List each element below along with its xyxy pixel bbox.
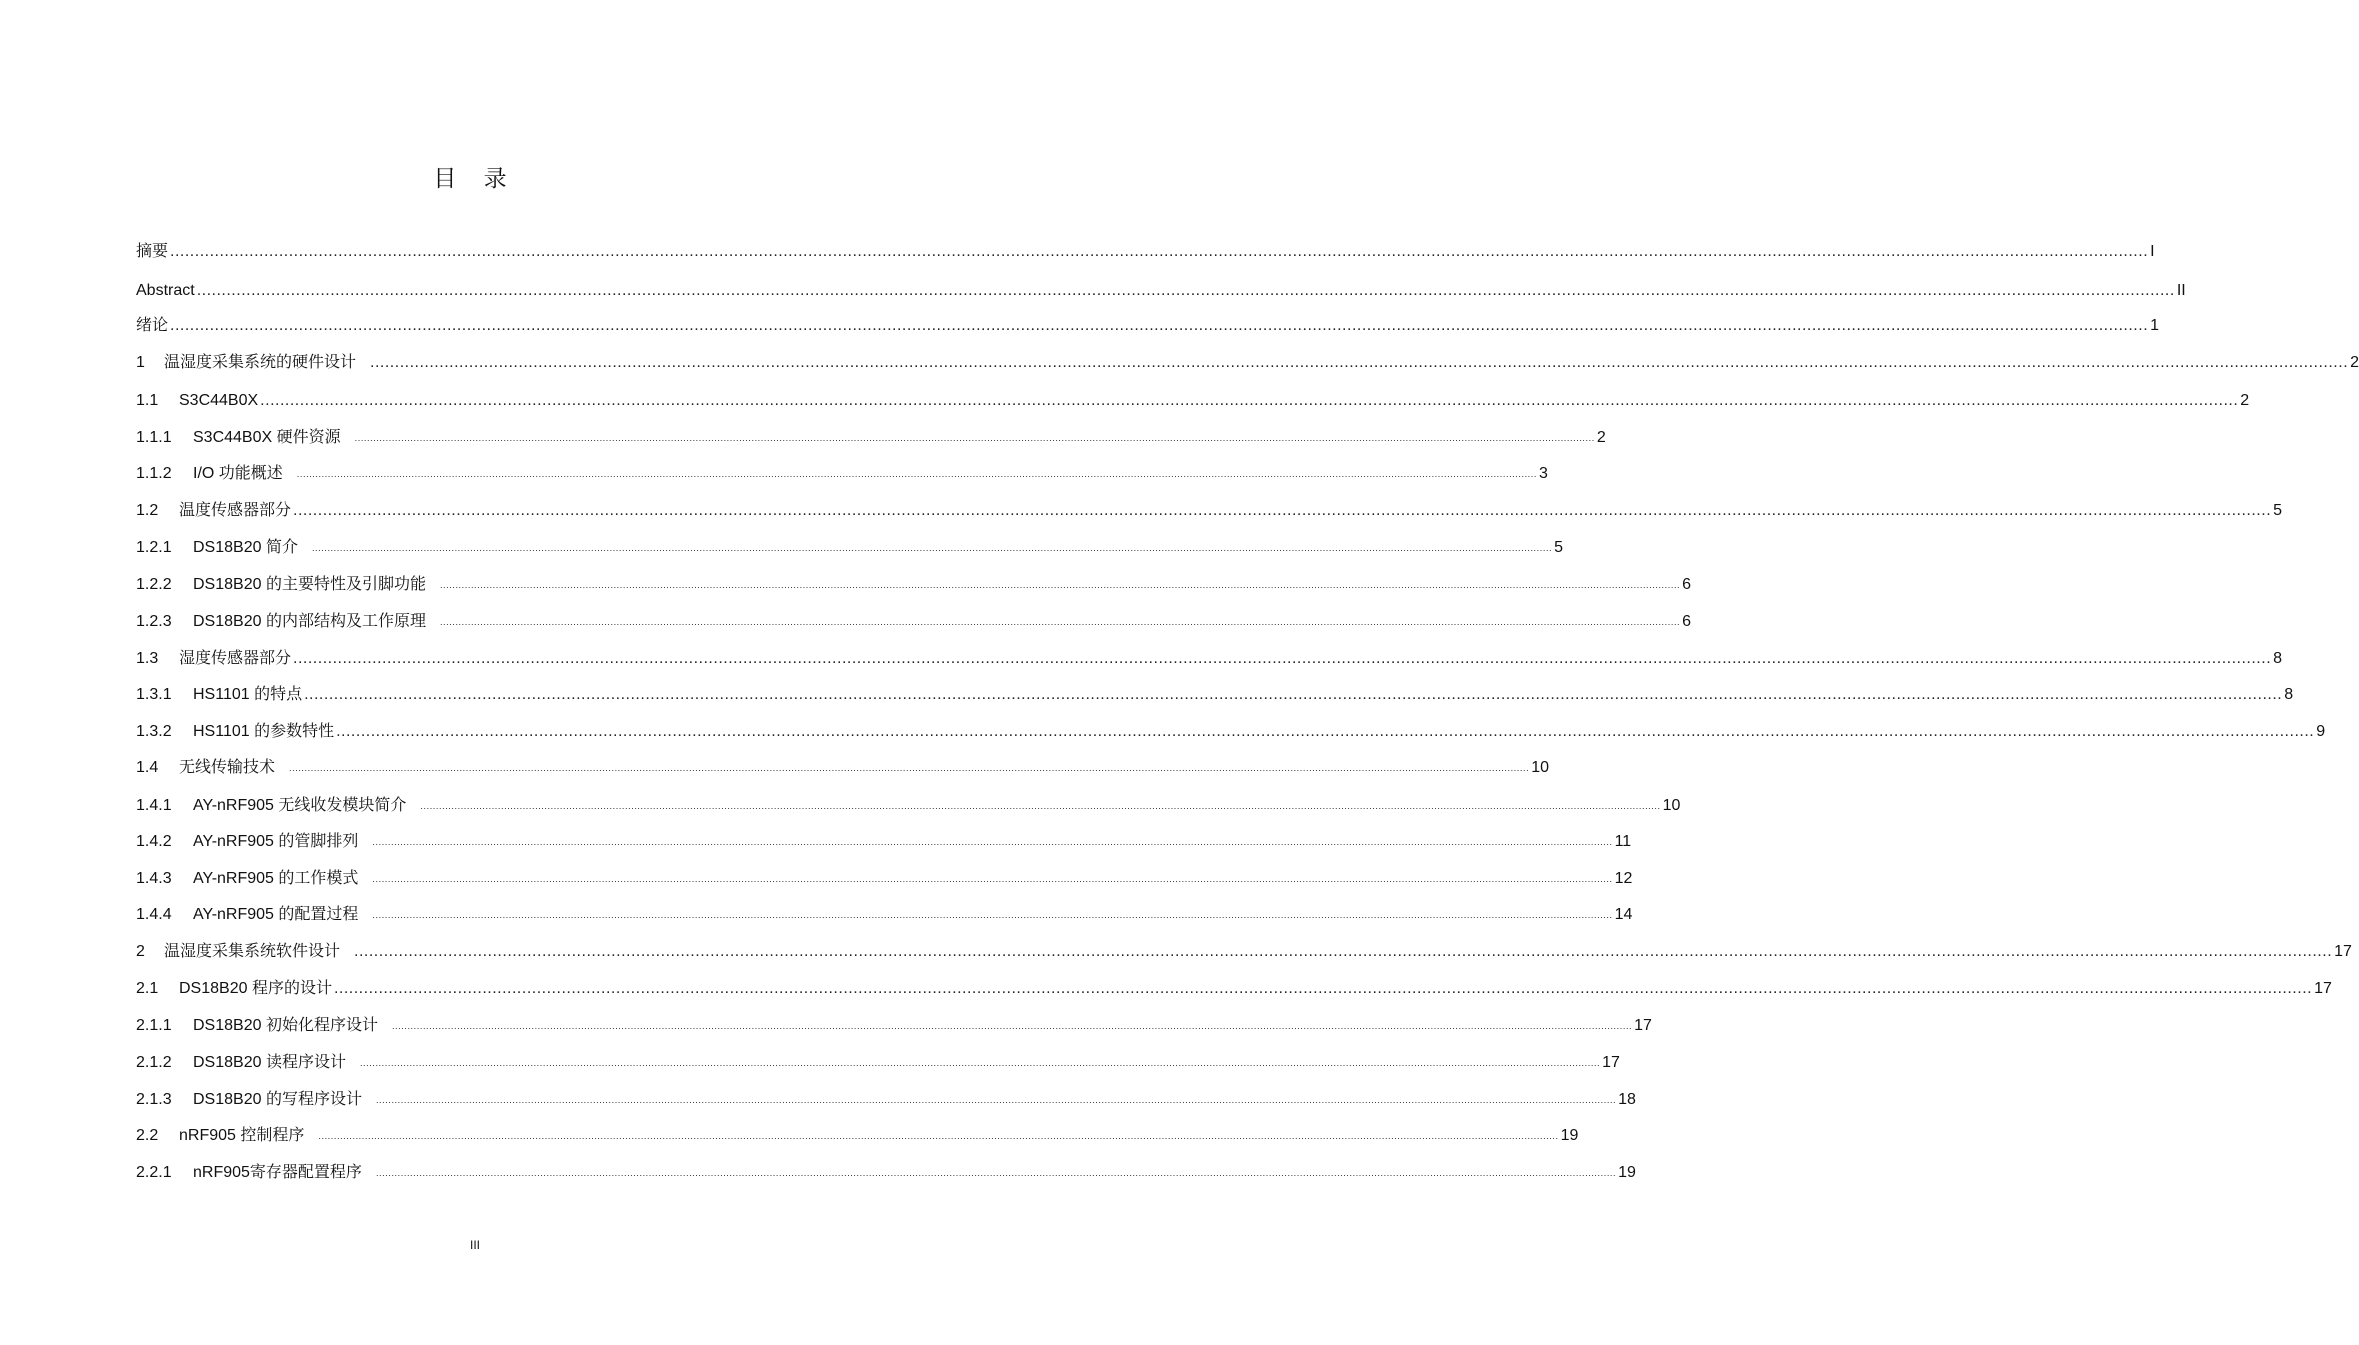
toc-leader-dots: ................................................................................................................................................................................................................................................................................................................................................................................................................ (293, 650, 2272, 667)
toc-entry-title: I/O 功能概述 (193, 465, 283, 482)
toc-entry-number: 1.1 (136, 392, 159, 409)
toc-entry-title: S3C44B0X 硬件资源 (193, 429, 341, 446)
toc-entry-label (136, 1125, 304, 1147)
toc-entry-title: DS18B20 程序的设计 (179, 980, 332, 997)
page-title: 目 录 (433, 166, 517, 192)
toc-entry-label (136, 721, 334, 743)
toc-entry-title: AY-nRF905 的工作模式 (193, 870, 359, 887)
toc-entry-label (136, 904, 358, 926)
toc-entry-label (136, 795, 406, 817)
toc-entry-number: 1 (136, 354, 145, 371)
toc-entry[interactable] (136, 757, 1550, 779)
toc-entry-title: DS18B20 初始化程序设计 (193, 1017, 378, 1034)
toc-entry-number: 1.2.3 (136, 613, 172, 630)
toc-entry-title: nRF905 控制程序 (179, 1127, 305, 1144)
toc-leader-dots: ................................................................................................................................................................................................................................................................................................................................................................................................................ (372, 910, 1613, 920)
toc-leader-dots: ................................................................................................................................................................................................................................................................................................................................................................................................................ (170, 317, 2149, 334)
toc-entry-title: AY-nRF905 的配置过程 (193, 906, 359, 923)
toc-leader-dots: ................................................................................................................................................................................................................................................................................................................................................................................................................ (318, 1131, 1559, 1141)
toc-entry-title: S3C44B0X (179, 392, 259, 409)
toc-entry-number: 1.1.2 (136, 465, 172, 482)
toc-entry-label (136, 315, 168, 337)
toc-entry-number: 2.1 (136, 980, 159, 997)
toc-leader-dots: ................................................................................................................................................................................................................................................................................................................................................................................................................ (354, 433, 1595, 443)
toc-leader-dots: ................................................................................................................................................................................................................................................................................................................................................................................................................ (439, 580, 1681, 590)
toc-entry-page: 14 (1614, 906, 1633, 923)
toc-entry-number: 1.4.4 (136, 906, 172, 923)
toc-entry-number: 2.1.1 (136, 1017, 172, 1034)
toc-entry[interactable] (136, 1052, 1620, 1074)
toc-entry[interactable] (136, 352, 2359, 374)
toc-entry-title: AY-nRF905 的管脚排列 (193, 833, 359, 850)
toc-entry-label (136, 941, 340, 963)
toc-entry-page: 2 (1596, 429, 1606, 446)
toc-leader-dots: ................................................................................................................................................................................................................................................................................................................................................................................................................ (311, 543, 1553, 553)
toc-entry-page: 5 (2273, 502, 2283, 519)
toc-leader-dots: ................................................................................................................................................................................................................................................................................................................................................................................................................ (370, 354, 2349, 371)
toc-leader-dots: ................................................................................................................................................................................................................................................................................................................................................................................................................ (359, 1058, 1601, 1068)
toc-entry-number: 2.2.1 (136, 1164, 172, 1181)
toc-entry[interactable] (136, 574, 1692, 596)
toc-entry[interactable] (136, 684, 2294, 706)
toc-entry-label (136, 390, 258, 412)
toc-entry-title: nRF905寄存器配置程序 (193, 1164, 362, 1181)
toc-entry-label (136, 757, 275, 779)
toc-entry-page: 10 (1531, 759, 1550, 776)
toc-entry-page: 19 (1618, 1164, 1636, 1181)
toc-entry-title: DS18B20 的写程序设计 (193, 1091, 362, 1108)
toc-entry-label (136, 648, 291, 670)
toc-entry-number: 1.2.1 (136, 539, 172, 556)
toc-entry-page: 17 (2334, 943, 2352, 960)
toc-entry-title: HS1101 的参数特性 (193, 723, 335, 740)
toc-leader-dots: ................................................................................................................................................................................................................................................................................................................................................................................................................ (293, 502, 2272, 519)
toc-entry-label (136, 574, 426, 596)
toc-entry-title: 温度传感器部分 (179, 502, 292, 519)
toc-leader-dots: ................................................................................................................................................................................................................................................................................................................................................................................................................ (372, 837, 1613, 847)
toc-leader-dots: ................................................................................................................................................................................................................................................................................................................................................................................................................ (375, 1095, 1617, 1105)
toc-entry-title: DS18B20 的内部结构及工作原理 (193, 613, 426, 630)
toc-entry-title: 温湿度采集系统软件设计 (164, 943, 341, 960)
toc-entry-label (136, 352, 356, 374)
toc-entry-title: 摘要 (136, 243, 169, 260)
toc-leader-dots: ................................................................................................................................................................................................................................................................................................................................................................................................................ (439, 617, 1681, 627)
toc-entry-title: Abstract (136, 282, 195, 299)
toc-entry-label (136, 978, 332, 1000)
toc-entry-page: 12 (1614, 870, 1633, 887)
toc-entry-label (136, 611, 426, 633)
toc-entry-title: DS18B20 简介 (193, 539, 298, 556)
toc-entry-label (136, 280, 195, 302)
toc-entry-title: AY-nRF905 无线收发模块简介 (193, 797, 407, 814)
toc-entry-page: 2 (2240, 392, 2250, 409)
toc-leader-dots: ................................................................................................................................................................................................................................................................................................................................................................................................................ (333, 980, 2313, 997)
toc-entry-page: 6 (1682, 576, 1692, 593)
toc-entry-number: 1.4.3 (136, 870, 172, 887)
toc-entry-page: 19 (1560, 1127, 1579, 1144)
toc-entry-page: 17 (2314, 980, 2332, 997)
toc-entry[interactable] (136, 1125, 1579, 1147)
toc-leader-dots: ................................................................................................................................................................................................................................................................................................................................................................................................................ (260, 392, 2239, 409)
toc-entry-label (136, 1015, 378, 1037)
toc-entry-page: 18 (1618, 1091, 1636, 1108)
toc-entry[interactable] (136, 721, 2326, 743)
toc-entry[interactable] (136, 978, 2332, 1000)
toc-entry[interactable] (136, 648, 2283, 670)
toc-entry-number: 1.2.2 (136, 576, 172, 593)
toc-entry-page: 17 (1602, 1054, 1620, 1071)
toc-leader-dots: ................................................................................................................................................................................................................................................................................................................................................................................................................ (196, 282, 2175, 299)
toc-entry[interactable] (136, 280, 2186, 302)
toc-entry-number: 1.4.1 (136, 797, 172, 814)
toc-entry-label (136, 537, 298, 559)
toc-entry-label (136, 1052, 346, 1074)
toc-entry-page: I (2150, 243, 2155, 260)
toc-leader-dots: ................................................................................................................................................................................................................................................................................................................................................................................................................ (336, 723, 2315, 740)
toc-entry-page: 6 (1682, 613, 1692, 630)
toc-leader-dots: ................................................................................................................................................................................................................................................................................................................................................................................................................ (289, 763, 1530, 773)
toc-entry[interactable] (136, 390, 2250, 412)
toc-leader-dots: ................................................................................................................................................................................................................................................................................................................................................................................................................ (420, 801, 1661, 811)
toc-entry-label (136, 463, 283, 485)
toc-entry[interactable] (136, 1162, 1636, 1184)
toc-leader-dots: ................................................................................................................................................................................................................................................................................................................................................................................................................ (354, 943, 2333, 960)
toc-entry[interactable] (136, 831, 1632, 853)
toc-leader-dots: ................................................................................................................................................................................................................................................................................................................................................................................................................ (375, 1168, 1617, 1178)
toc-entry-number: 1.4 (136, 759, 159, 776)
toc-leader-dots: ................................................................................................................................................................................................................................................................................................................................................................................................................ (372, 874, 1613, 884)
toc-entry-page: II (2176, 282, 2186, 299)
toc-entry-label (136, 1089, 362, 1111)
toc-entry-number: 2.2 (136, 1127, 159, 1144)
toc-leader-dots: ................................................................................................................................................................................................................................................................................................................................................................................................................ (391, 1021, 1633, 1031)
toc-entry-label (136, 1162, 362, 1184)
toc-entry[interactable] (136, 904, 1633, 926)
toc-entry-page: 3 (1539, 465, 1548, 482)
toc-entry-page: 5 (1554, 539, 1564, 556)
toc-entry-label (136, 868, 358, 890)
toc-entry-page: 11 (1614, 833, 1632, 850)
toc-entry[interactable] (136, 795, 1681, 817)
toc-leader-dots: ................................................................................................................................................................................................................................................................................................................................................................................................................ (304, 686, 2283, 703)
toc-entry[interactable] (136, 241, 2155, 263)
toc-entry-number: 1.4.2 (136, 833, 172, 850)
toc-entry-label (136, 831, 358, 853)
toc-entry[interactable] (136, 611, 1692, 633)
toc-entry-title: 绪论 (136, 317, 169, 334)
toc-entry[interactable] (136, 537, 1564, 559)
toc-entry-page: 17 (1634, 1017, 1652, 1034)
toc-entry-label (136, 684, 302, 706)
toc-entry-number: 2 (136, 943, 145, 960)
toc-entry[interactable] (136, 463, 1548, 485)
toc-leader-dots: ................................................................................................................................................................................................................................................................................................................................................................................................................ (296, 469, 1537, 479)
page-number-footer: III (469, 1238, 480, 1252)
toc-entry[interactable] (136, 427, 1606, 449)
toc-entry[interactable] (136, 500, 2283, 522)
toc-entry-number: 1.3.1 (136, 686, 172, 703)
toc-entry[interactable] (136, 1015, 1652, 1037)
toc-entry[interactable] (136, 315, 2160, 337)
toc-entry-number: 1.3 (136, 650, 159, 667)
toc-entry-number: 1.1.1 (136, 429, 172, 446)
toc-entry[interactable] (136, 1089, 1636, 1111)
toc-entry-number: 1.3.2 (136, 723, 172, 740)
toc-entry[interactable] (136, 941, 2352, 963)
toc-entry-label (136, 241, 168, 263)
toc-entry-title: DS18B20 的主要特性及引脚功能 (193, 576, 426, 593)
toc-entry-label (136, 427, 341, 449)
toc-entry-page: 9 (2316, 723, 2326, 740)
toc-entry-title: 无线传输技术 (179, 759, 276, 776)
toc-entry-page: 10 (1662, 797, 1681, 814)
toc-entry[interactable] (136, 868, 1633, 890)
toc-entry-number: 2.1.2 (136, 1054, 172, 1071)
toc-entry-title: DS18B20 读程序设计 (193, 1054, 346, 1071)
toc-entry-page: 1 (2150, 317, 2160, 334)
toc-entry-title: 湿度传感器部分 (179, 650, 292, 667)
toc-entry-number: 1.2 (136, 502, 159, 519)
toc-entry-number: 2.1.3 (136, 1091, 172, 1108)
toc-entry-title: 温湿度采集系统的硬件设计 (164, 354, 357, 371)
toc-entry-title: HS1101 的特点 (193, 686, 303, 703)
toc-entry-page: 2 (2350, 354, 2359, 371)
toc-entry-page: 8 (2273, 650, 2283, 667)
toc-entry-page: 8 (2284, 686, 2294, 703)
toc-entry-label (136, 500, 291, 522)
toc-leader-dots: ................................................................................................................................................................................................................................................................................................................................................................................................................ (170, 243, 2149, 260)
